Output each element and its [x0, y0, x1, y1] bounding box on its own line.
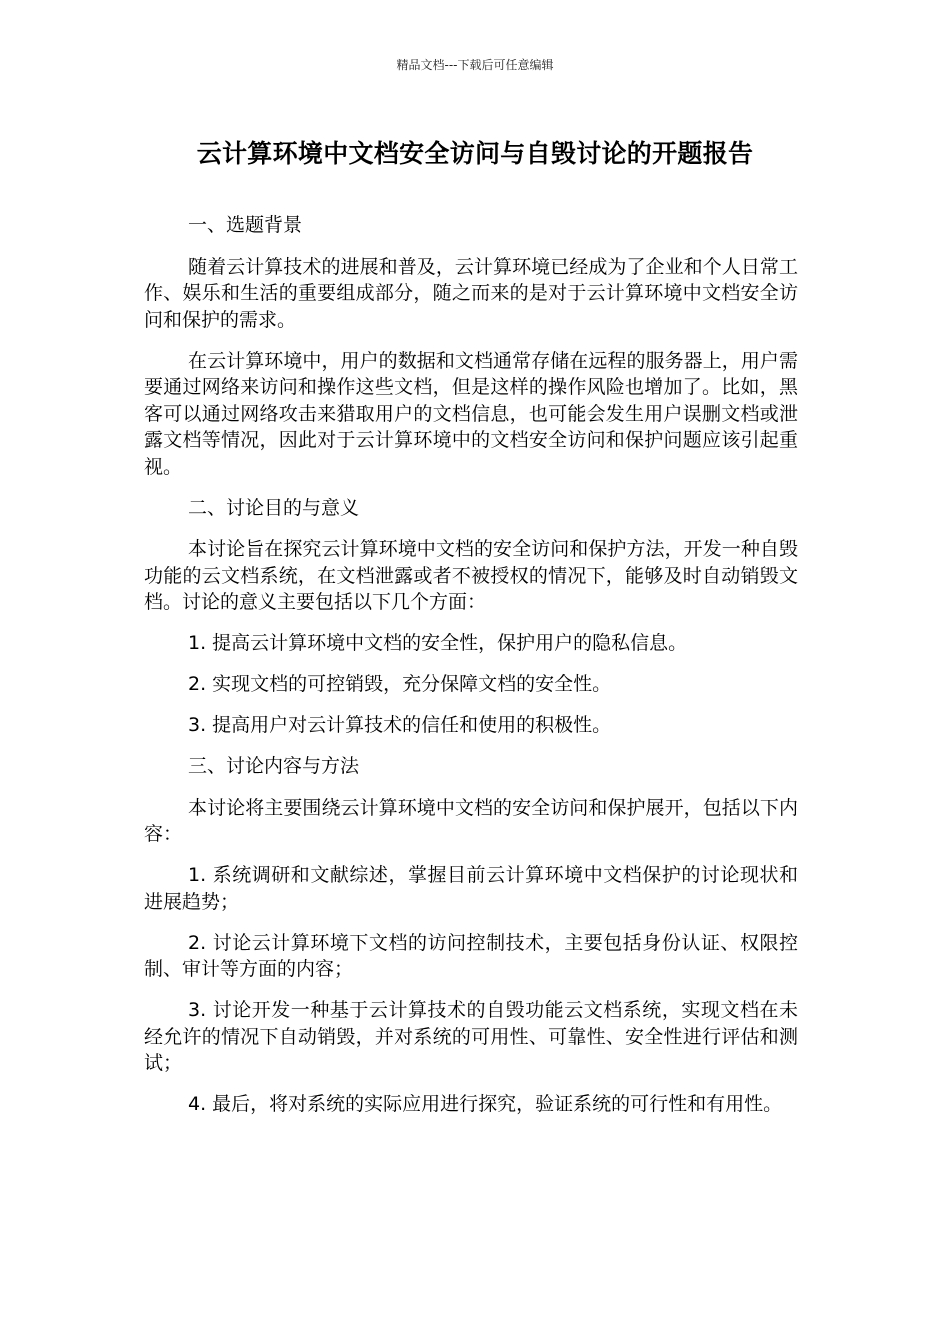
list-item-purpose-1: 1. 提高云计算环境中文档的安全性，保护用户的隐私信息。	[188, 632, 688, 654]
section-heading-background: 一、选题背景	[188, 214, 303, 236]
paragraph-content-intro: 本讨论将主要围绕云计算环境中文档的安全访问和保护展开，包括以下内容：	[144, 796, 798, 845]
document-title: 云计算环境中文档安全访问与自毁讨论的开题报告	[196, 139, 754, 168]
list-item-content-1: 1. 系统调研和文献综述，掌握目前云计算环境中文档保护的讨论现状和进展趋势；	[144, 864, 798, 913]
list-item-purpose-2: 2. 实现文档的可控销毁，充分保障文档的安全性。	[188, 673, 612, 695]
paragraph-purpose-intro: 本讨论旨在探究云计算环境中文档的安全访问和保护方法，开发一种自毁功能的云文档系统，在文档泄露或者不被授权的情况下，能够及时自动销毁文档。讨论的意义主要包括以下几个方面：	[144, 538, 798, 613]
paragraph-background-2: 在云计算环境中，用户的数据和文档通常存储在远程的服务器上，用户需要通过网络来访问和操作这些文档，但是这样的操作风险也增加了。比如，黑客可以通过网络攻击来猎取用户的文档信息，也可能会发生用户误删文档或泄露文档等情况，因此对于云计算环境中的文档安全访问和保护问题应该引起重视。	[144, 349, 798, 478]
page-header: 精品文档---下载后可任意编辑	[396, 58, 554, 72]
paragraph-background-1: 随着云计算技术的进展和普及，云计算环境已经成为了企业和个人日常工作、娱乐和生活的重要组成部分，随之而来的是对于云计算环境中文档安全访问和保护的需求。	[144, 255, 798, 331]
list-item-purpose-3: 3. 提高用户对云计算技术的信任和使用的积极性。	[188, 714, 612, 736]
section-heading-content: 三、讨论内容与方法	[188, 755, 360, 777]
list-item-content-3: 3. 讨论开发一种基于云计算技术的自毁功能云文档系统，实现文档在未经允许的情况下自动销毁，并对系统的可用性、可靠性、安全性进行评估和测试；	[144, 999, 798, 1074]
document-body	[144, 212, 798, 1132]
list-item-content-2: 2. 讨论云计算环境下文档的访问控制技术，主要包括身份认证、权限控制、审计等方面的内容；	[144, 931, 798, 980]
list-item-content-4: 4. 最后，将对系统的实际应用进行探究，验证系统的可行性和有用性。	[188, 1093, 783, 1115]
section-heading-purpose: 二、讨论目的与意义	[188, 496, 360, 519]
